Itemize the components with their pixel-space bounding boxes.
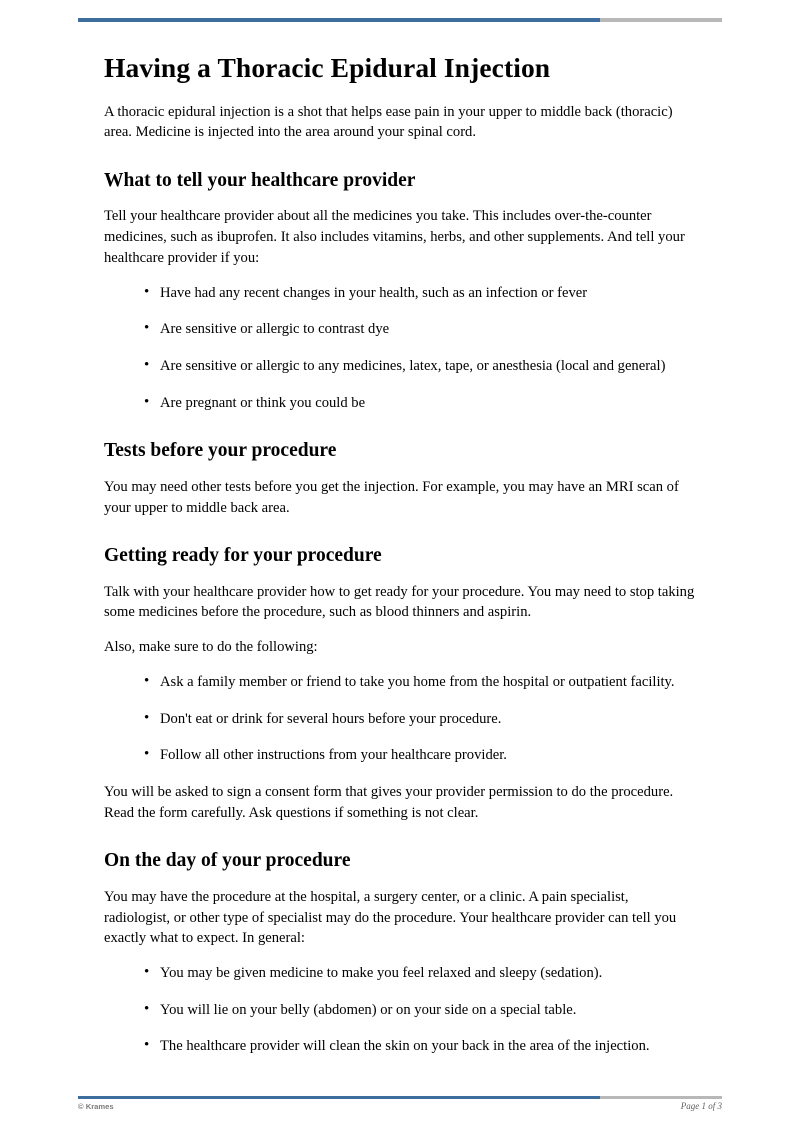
list-item: • The healthcare provider will clean the skin on your back in the area of the injection. <box>144 1036 698 1057</box>
list-item: • You may be given medicine to make you feel relaxed and sleepy (sedation). <box>144 963 698 984</box>
bullet-list-day-of-procedure <box>104 963 698 1057</box>
section-paragraph: Also, make sure to do the following: <box>104 639 318 656</box>
intro-paragraph: A thoracic epidural injection is a shot that helps ease pain in your upper to middle back (thoracic) area. Medicine is injected into the area around your spinal cord. <box>104 103 673 141</box>
section-heading-what-to-tell: What to tell your healthcare provider <box>104 170 416 192</box>
page-number: Page 1 of 3 <box>680 1101 722 1111</box>
list-item: • Are pregnant or think you could be <box>144 393 698 414</box>
list-item: • You will lie on your belly (abdomen) or on your side on a special table. <box>144 1000 698 1021</box>
footer-rule-blue-segment <box>78 1096 600 1099</box>
bullet-list-what-to-tell <box>104 283 698 414</box>
section-heading-day-of-procedure: On the day of your procedure <box>104 850 351 872</box>
list-item: • Ask a family member or friend to take you home from the hospital or outpatient facility. <box>144 672 698 693</box>
section-closing-paragraph: You will be asked to sign a consent form that gives your provider permission to do the procedure. Read the form carefully. Ask questions if something is not clear. <box>104 784 674 821</box>
header-rule-blue-segment <box>78 18 600 22</box>
section-heading-tests-before: Tests before your procedure <box>104 440 337 462</box>
section-paragraph: You may have the procedure at the hospital, a surgery center, or a clinic. A pain specialist, radiologist, or other type of specialist may do the procedure. Your healthcare provider can tell you exactly what to expect. In general: <box>104 888 677 947</box>
section-paragraph: Talk with your healthcare provider how to get ready for your procedure. You may need to stop taking some medicines before the procedure, such as blood thinners and aspirin. <box>104 583 695 621</box>
header-rule <box>78 18 722 22</box>
page-footer <box>78 1101 722 1111</box>
section-heading-getting-ready: Getting ready for your procedure <box>104 545 382 567</box>
section-paragraph: Tell your healthcare provider about all the medicines you take. This includes over-the-counter medicines, such as ibuprofen. It also includes vitamins, herbs, and other supplements. And tell your healthcare provider if you: <box>104 208 685 266</box>
header-rule-gray-segment <box>600 18 722 22</box>
document-body <box>104 52 698 1073</box>
list-item: • Follow all other instructions from your healthcare provider. <box>144 745 698 766</box>
bullet-list-getting-ready <box>104 672 698 766</box>
list-item: • Are sensitive or allergic to any medicines, latex, tape, or anesthesia (local and general) <box>144 356 698 377</box>
copyright-notice: © Krames <box>78 1101 114 1111</box>
list-item: • Are sensitive or allergic to contrast dye <box>144 319 698 340</box>
section-paragraph: You may need other tests before you get the injection. For example, you may have an MRI scan of your upper to middle back area. <box>104 478 679 516</box>
footer-rule-gray-segment <box>600 1096 722 1099</box>
footer-rule <box>78 1096 722 1099</box>
list-item: • Have had any recent changes in your health, such as an infection or fever <box>144 283 698 304</box>
page-title: Having a Thoracic Epidural Injection <box>104 52 551 83</box>
list-item: • Don't eat or drink for several hours before your procedure. <box>144 709 698 730</box>
